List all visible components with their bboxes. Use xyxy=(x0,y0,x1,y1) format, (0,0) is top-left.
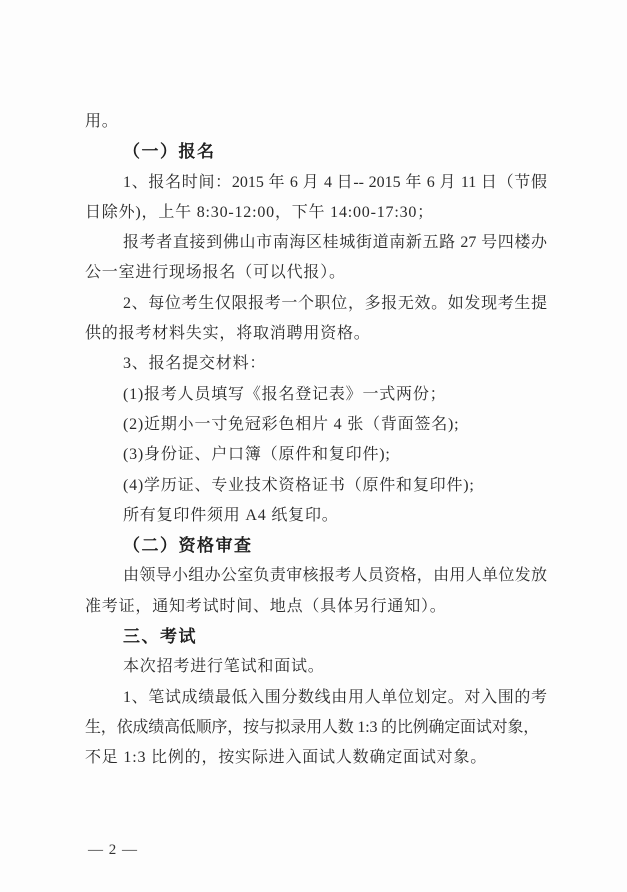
text-line: 1、报名时间：2015 年 6 月 4 日-- 2015 年 6 月 11 日（节假 xyxy=(123,173,547,191)
text-line: 2、每位考生仅限报考一个职位，多报无效。如发现考生提 xyxy=(123,294,547,312)
text-line: 不足 1:3 比例的，按实际进入面试人数确定面试对象。 xyxy=(85,749,488,767)
text-line: (1)报考人员填写《报名登记表》一式两份； xyxy=(123,385,447,403)
text-line: (2)近期小一寸免冠彩色相片 4 张（背面签名); xyxy=(123,415,460,433)
text-line: 1、笔试成绩最低入围分数线由用人单位划定。对入围的考 xyxy=(123,688,547,706)
text-line: (4)学历证、专业技术资格证书（原件和复印件); xyxy=(123,476,475,494)
page-number: — 2 — xyxy=(88,842,138,858)
text-line: 日除外)，上午 8:30-12:00，下午 14:00-17:30； xyxy=(85,203,434,221)
section-heading: 三、考试 xyxy=(123,627,197,647)
text-line: 报考者直接到佛山市南海区桂城街道南新五路 27 号四楼办 xyxy=(123,234,547,252)
document-body xyxy=(85,107,547,774)
section-heading: （二）资格审查 xyxy=(123,536,253,556)
text-line: (3)身份证、户口簿（原件和复印件); xyxy=(123,446,391,464)
text-line: 所有复印件须用 A4 纸复印。 xyxy=(123,506,339,524)
text-line: 由领导小组办公室负责审核报考人员资格，由用人单位发放 xyxy=(123,567,547,585)
text-line: 准考证，通知考试时间、地点（具体另行通知）。 xyxy=(85,597,447,615)
text-line: 用。 xyxy=(85,113,119,130)
text-line: 生，依成绩高低顺序，按与拟录用人数 1:3 的比例确定面试对象， xyxy=(85,718,540,736)
text-line: 公一室进行现场报名（可以代报）。 xyxy=(85,264,346,282)
section-heading: （一）报名 xyxy=(123,142,216,162)
text-line: 本次招考进行笔试和面试。 xyxy=(123,658,325,676)
text-line: 供的报考材料失实，将取消聘用资格。 xyxy=(85,325,371,343)
text-line: 3、报名提交材料： xyxy=(123,355,267,373)
